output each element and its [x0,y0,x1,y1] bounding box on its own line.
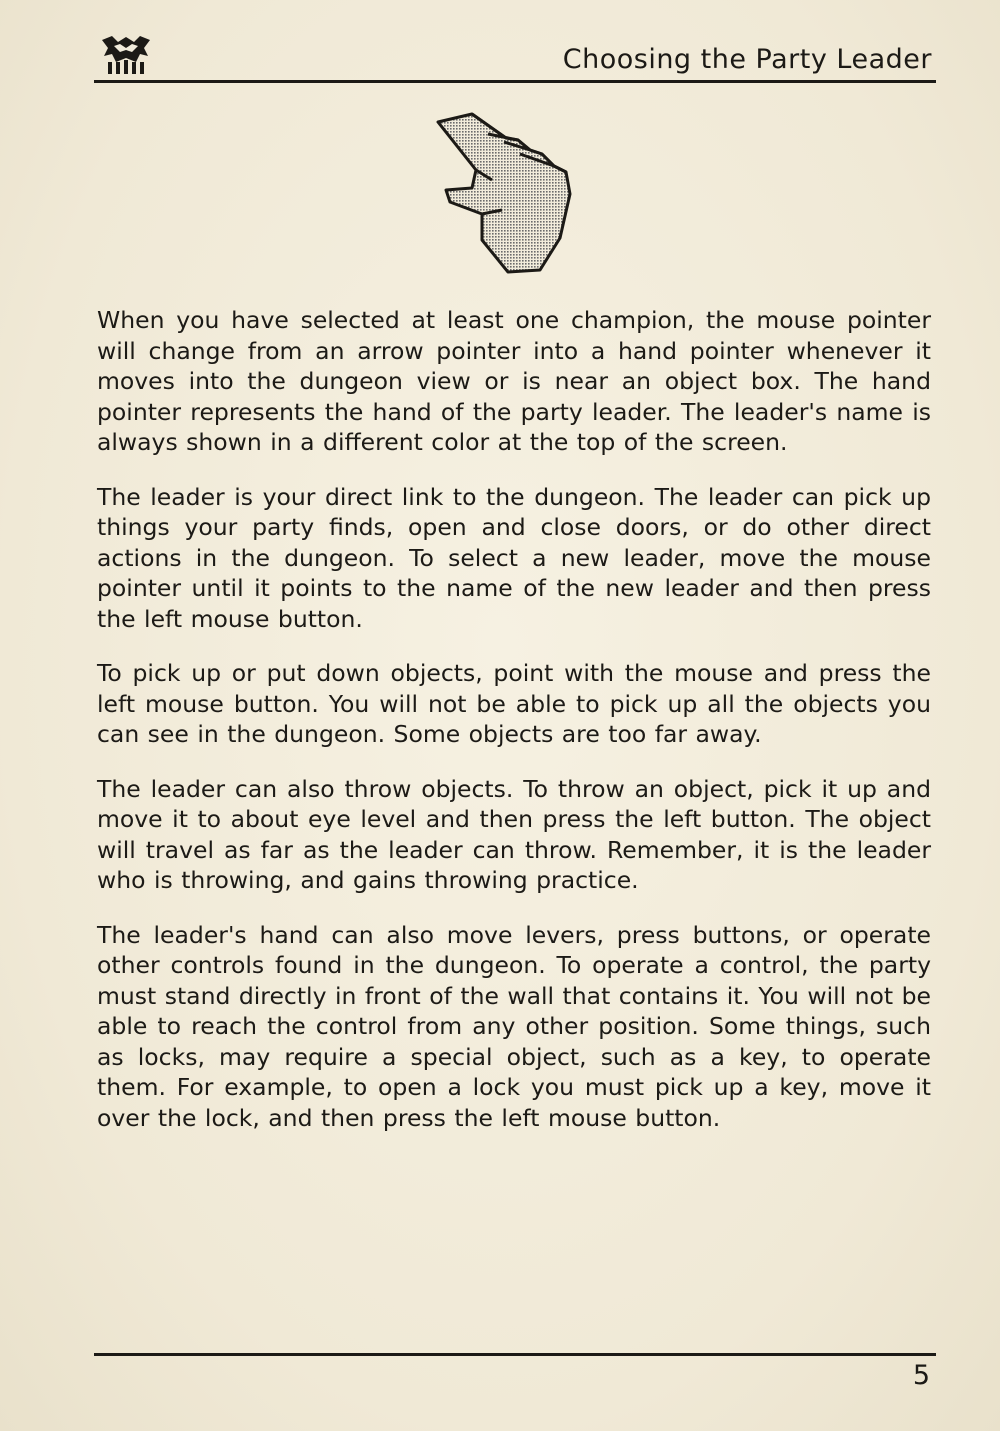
body-text [97,305,931,1157]
paragraph: When you have selected at least one champion, the mouse pointer will change from an arrow pointer into a hand pointer whenever it moves into the dungeon view or is near an object box. The hand pointer represents the hand of the party leader. The leader's name is always shown in a different color at the top of the screen. [97,306,931,456]
page-header-title: Choosing the Party Leader [562,44,932,75]
paragraph: The leader can also throw objects. To throw an object, pick it up and move it to about eye level and then press the left button. The object will travel as far as the leader can throw. Remember, it is the leader who is throwing, and gains throwing practice. [97,774,931,894]
paragraph: The leader is your direct link to the dungeon. The leader can pick up things your party finds, open and close doors, or do other direct actions in the dungeon. To select a new leader, move the mouse pointer until it points to the name of the new leader and then press the left mouse button. [97,482,931,633]
paragraph: To pick up or put down objects, point with the mouse and press the left mouse button. You will not be able to pick up all the objects you can see in the dungeon. Some objects are too far away. [97,659,931,748]
header-divider [94,80,936,83]
hand-pointer-icon [432,110,572,275]
page-number: 5 [912,1360,930,1391]
footer-divider [94,1353,936,1356]
dungeon-master-logo-icon [98,34,154,76]
paragraph: The leader's hand can also move levers, press buttons, or operate other controls found in the dungeon. To operate a control, the party must stand directly in front of the wall that contains it. You will not be able to reach the control from any other position. Some things, such as locks, may require a special object, such as a key, to operate them. For example, to open a lock you must pick up a key, move it over the lock, and then press the left mouse button. [97,920,931,1132]
